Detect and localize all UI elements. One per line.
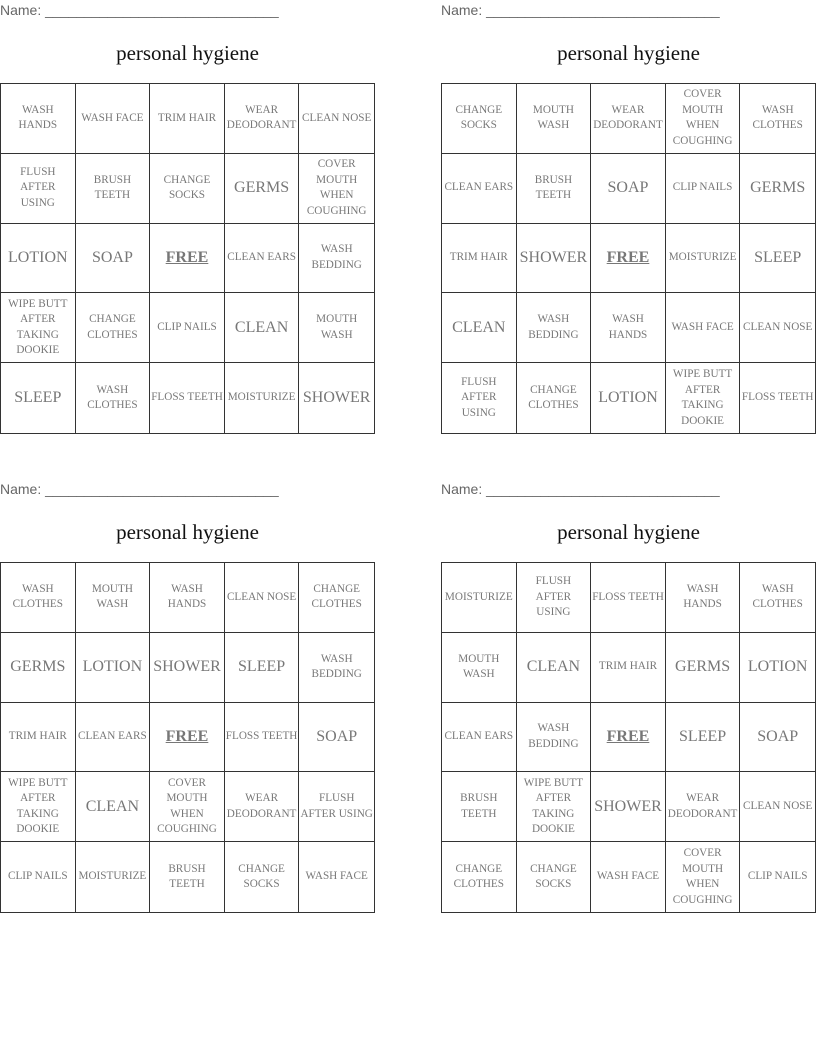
bingo-cell: WASH HANDS bbox=[1, 84, 76, 154]
name-field-label: Name: ______________________________ bbox=[0, 481, 279, 497]
bingo-cell: MOUTH WASH bbox=[442, 633, 517, 703]
bingo-cell: CHANGE SOCKS bbox=[150, 154, 225, 224]
bingo-cell: WEAR DEODORANT bbox=[225, 772, 300, 842]
bingo-cell: WEAR DEODORANT bbox=[666, 772, 741, 842]
bingo-cell: TRIM HAIR bbox=[591, 633, 666, 703]
bingo-cell: MOISTURIZE bbox=[76, 842, 151, 912]
bingo-cell: CLEAN bbox=[517, 633, 592, 703]
bingo-cell: WASH HANDS bbox=[666, 563, 741, 633]
bingo-cell: GERMS bbox=[666, 633, 741, 703]
bingo-cell: CHANGE SOCKS bbox=[442, 84, 517, 154]
bingo-cell: TRIM HAIR bbox=[442, 224, 517, 294]
card-title: personal hygiene bbox=[557, 41, 700, 65]
bingo-cell: CLEAN NOSE bbox=[225, 563, 300, 633]
bingo-cell: SHOWER bbox=[591, 772, 666, 842]
bingo-cell: WASH CLOTHES bbox=[76, 363, 151, 433]
bingo-cell: CHANGE SOCKS bbox=[225, 842, 300, 912]
bingo-cell: GERMS bbox=[225, 154, 300, 224]
bingo-cell: LOTION bbox=[76, 633, 151, 703]
bingo-cell: SLEEP bbox=[666, 703, 741, 773]
bingo-cell: CLEAN EARS bbox=[442, 154, 517, 224]
bingo-grid bbox=[441, 562, 816, 913]
bingo-grid bbox=[441, 83, 816, 434]
bingo-grid bbox=[0, 83, 375, 434]
bingo-cell: FLOSS TEETH bbox=[591, 563, 666, 633]
bingo-cell: WASH BEDDING bbox=[517, 703, 592, 773]
bingo-cell: FLOSS TEETH bbox=[225, 703, 300, 773]
bingo-cell: CHANGE CLOTHES bbox=[299, 563, 374, 633]
bingo-cell: WASH FACE bbox=[76, 84, 151, 154]
bingo-cell: MOUTH WASH bbox=[299, 293, 374, 363]
bingo-cell: SOAP bbox=[591, 154, 666, 224]
bingo-cell: BRUSH TEETH bbox=[76, 154, 151, 224]
bingo-cell: MOISTURIZE bbox=[666, 224, 741, 294]
bingo-cell: WEAR DEODORANT bbox=[591, 84, 666, 154]
bingo-cell: WASH FACE bbox=[305, 870, 368, 883]
bingo-cell: CLEAN bbox=[76, 772, 151, 842]
bingo-cell: WASH BEDDING bbox=[517, 293, 592, 363]
bingo-cell: WASH FACE bbox=[666, 293, 741, 363]
free-space-cell: FREE bbox=[150, 703, 225, 773]
bingo-cell: MOUTH WASH bbox=[76, 563, 151, 633]
bingo-cell: FLUSH AFTER USING bbox=[442, 363, 517, 433]
bingo-cell: WASH HANDS bbox=[591, 293, 666, 363]
bingo-cell: WASH CLOTHES bbox=[740, 84, 815, 154]
bingo-card-1 bbox=[0, 0, 375, 434]
name-field-label: Name: ______________________________ bbox=[441, 481, 720, 497]
card-title: personal hygiene bbox=[557, 520, 700, 544]
card-title: personal hygiene bbox=[116, 41, 259, 65]
bingo-cell: SLEEP bbox=[1, 363, 76, 433]
bingo-cell: SOAP bbox=[76, 224, 151, 294]
bingo-cell: WASH CLOTHES bbox=[1, 563, 76, 633]
bingo-cell: COVER MOUTH WHEN COUGHING bbox=[299, 154, 374, 224]
bingo-cell: MOISTURIZE bbox=[442, 563, 517, 633]
bingo-cell: CLEAN bbox=[225, 293, 300, 363]
bingo-cell: FLUSH AFTER USING bbox=[517, 563, 592, 633]
bingo-cell: SLEEP bbox=[225, 633, 300, 703]
bingo-cell: CLEAN NOSE bbox=[299, 84, 374, 154]
bingo-cell: FLUSH AFTER USING bbox=[1, 154, 76, 224]
bingo-cell: TRIM HAIR bbox=[1, 703, 76, 773]
bingo-cell: MOISTURIZE bbox=[225, 363, 300, 433]
bingo-cell: COVER MOUTH WHEN COUGHING bbox=[666, 842, 741, 912]
bingo-cell: FLOSS TEETH bbox=[741, 391, 814, 404]
bingo-cell: SHOWER bbox=[302, 389, 371, 407]
bingo-cell: CLIP NAILS bbox=[747, 870, 808, 883]
bingo-cell: CLEAN NOSE bbox=[740, 772, 815, 842]
card-title: personal hygiene bbox=[116, 520, 259, 544]
bingo-card-3 bbox=[0, 479, 375, 913]
bingo-cell: FLUSH AFTER USING bbox=[299, 772, 374, 842]
free-space-cell: FREE bbox=[150, 224, 225, 294]
bingo-cell: CLEAN bbox=[442, 293, 517, 363]
bingo-cell: FLOSS TEETH bbox=[150, 363, 225, 433]
bingo-cell: SOAP bbox=[299, 703, 374, 773]
bingo-cell: CLEAN EARS bbox=[225, 224, 300, 294]
bingo-cell: COVER MOUTH WHEN COUGHING bbox=[150, 772, 225, 842]
bingo-cell: WASH FACE bbox=[591, 842, 666, 912]
bingo-cell: WASH BEDDING bbox=[299, 224, 374, 294]
bingo-cell: WIPE BUTT AFTER TAKING DOOKIE bbox=[1, 293, 76, 363]
bingo-card-2 bbox=[441, 0, 816, 434]
bingo-cell: GERMS bbox=[740, 154, 815, 224]
bingo-cell: SHOWER bbox=[150, 633, 225, 703]
bingo-cell: CLEAN EARS bbox=[442, 703, 517, 773]
bingo-cell: GERMS bbox=[1, 633, 76, 703]
bingo-cell: WASH HANDS bbox=[150, 563, 225, 633]
bingo-cell: MOUTH WASH bbox=[517, 84, 592, 154]
free-space-cell: FREE bbox=[591, 224, 666, 294]
bingo-cell: BRUSH TEETH bbox=[517, 154, 592, 224]
bingo-cell: SOAP bbox=[740, 703, 815, 773]
bingo-cell: WIPE BUTT AFTER TAKING DOOKIE bbox=[666, 363, 741, 433]
bingo-cell: CLIP NAILS bbox=[1, 842, 76, 912]
bingo-cell: LOTION bbox=[1, 224, 76, 294]
name-field-label: Name: ______________________________ bbox=[441, 2, 720, 18]
bingo-cell: CLIP NAILS bbox=[150, 293, 225, 363]
bingo-cell: SHOWER bbox=[517, 224, 592, 294]
bingo-cell: WIPE BUTT AFTER TAKING DOOKIE bbox=[517, 772, 592, 842]
bingo-cell: CLEAN NOSE bbox=[740, 293, 815, 363]
bingo-card-4 bbox=[441, 479, 816, 913]
name-field-label: Name: ______________________________ bbox=[0, 2, 279, 18]
bingo-cell: CHANGE CLOTHES bbox=[76, 293, 151, 363]
bingo-cell: WASH CLOTHES bbox=[740, 563, 815, 633]
bingo-cell: CHANGE CLOTHES bbox=[517, 363, 592, 433]
bingo-cell: CHANGE SOCKS bbox=[517, 842, 592, 912]
bingo-cell: LOTION bbox=[740, 633, 815, 703]
bingo-cell: SLEEP bbox=[740, 224, 815, 294]
bingo-cell: COVER MOUTH WHEN COUGHING bbox=[666, 84, 741, 154]
bingo-cell: CHANGE CLOTHES bbox=[442, 842, 517, 912]
bingo-cell: BRUSH TEETH bbox=[442, 772, 517, 842]
free-space-cell: FREE bbox=[591, 703, 666, 773]
bingo-cell: CLEAN EARS bbox=[76, 703, 151, 773]
bingo-cell: CLIP NAILS bbox=[666, 154, 741, 224]
bingo-cell: WASH BEDDING bbox=[299, 633, 374, 703]
bingo-cell: WEAR DEODORANT bbox=[225, 84, 300, 154]
bingo-cell: BRUSH TEETH bbox=[150, 842, 225, 912]
bingo-cell: LOTION bbox=[591, 363, 666, 433]
bingo-grid bbox=[0, 562, 375, 913]
bingo-cell: TRIM HAIR bbox=[150, 84, 225, 154]
bingo-cell: WIPE BUTT AFTER TAKING DOOKIE bbox=[1, 772, 76, 842]
